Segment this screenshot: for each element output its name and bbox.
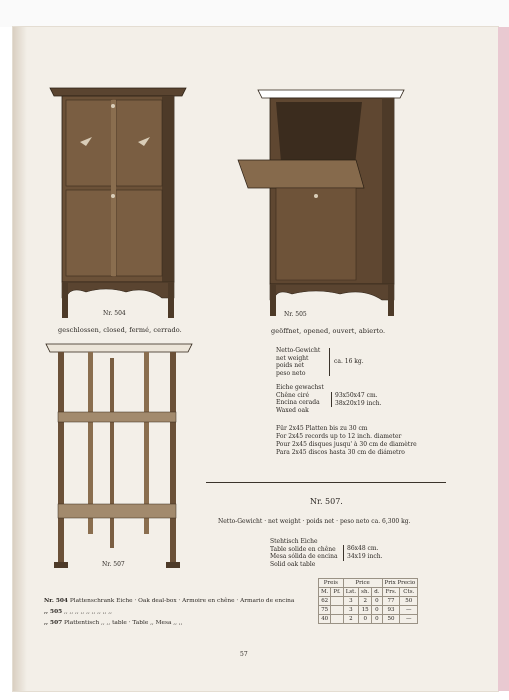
material-value: 93x50x47 cm. [335, 392, 378, 399]
price-sub-header: Lst. [343, 588, 358, 597]
table-507-illustration [44, 338, 196, 578]
price-cell: 3 [343, 597, 358, 606]
caption-505: geöffnet, opened, ouvert, abierto. [271, 327, 386, 335]
weight-line: peso neto [276, 369, 306, 377]
table-desc-line: Stehtisch Eiche [270, 538, 318, 545]
price-group-header: Price [343, 579, 382, 588]
price-cell: 93 [382, 606, 400, 615]
material-values [335, 392, 382, 407]
section-507-title: Nr. 507. [310, 497, 343, 506]
table-desc-line: Mesa sólida de encina [270, 553, 338, 560]
table-desc-line: Solid oak table [270, 560, 316, 568]
price-row-nr: Nr. 504 [44, 598, 68, 604]
cabinet-505-illustration [236, 84, 411, 324]
capacity-line: Pour 2x45 disques jusqu' à 30 cm de diamètre [276, 441, 417, 448]
material-lines [276, 384, 324, 414]
price-cell: 40 [319, 615, 331, 624]
price-table [318, 578, 418, 624]
price-cell: 50 [400, 597, 418, 606]
scan-right-margin [498, 27, 509, 691]
price-cell [331, 597, 343, 606]
price-row-nr: ,, 507 [44, 620, 63, 626]
table-row [319, 615, 418, 624]
capacity-line: Para 2x45 discos hasta 30 cm de diámetro [276, 449, 405, 456]
price-sub-header: d. [372, 588, 382, 597]
capacity-lines [276, 425, 417, 457]
price-cell: 0 [372, 606, 382, 615]
brace-line [329, 348, 330, 376]
cabinet-504-illustration [46, 82, 196, 322]
price-sub-header: Frs. [382, 588, 400, 597]
label-nr-504: Nr. 504 [103, 310, 126, 317]
price-cell: 15 [359, 606, 372, 615]
table-dim-value: 86x48 cm. [347, 545, 379, 552]
price-row-label [44, 620, 182, 626]
scan-top-margin [0, 0, 509, 27]
price-cell [331, 615, 343, 624]
price-row-nr: ,, 505 [44, 609, 63, 615]
material-value: 38x20x19 inch. [335, 399, 382, 407]
price-cell: 75 [319, 606, 331, 615]
capacity-line: For 2x45 records up to 12 inch. diameter [276, 433, 402, 440]
price-cell: — [400, 615, 418, 624]
price-cell: 50 [382, 615, 400, 624]
price-group-header-row [319, 579, 418, 588]
section-divider [206, 482, 446, 483]
material-line: Eiche gewachst [276, 384, 324, 391]
section-507-weight: Netto-Gewicht · net weight · poids net · peso neto ca. 6,300 kg. [218, 518, 411, 525]
capacity-line: Für 2x45 Platten bis zu 30 cm [276, 425, 368, 432]
brace-line [331, 392, 332, 407]
price-sub-header: Pf. [331, 588, 343, 597]
price-cell: 77 [382, 597, 400, 606]
price-cell [331, 606, 343, 615]
price-group-header: Preis [319, 579, 344, 588]
price-sub-header-row [319, 588, 418, 597]
price-sub-header: Cts. [400, 588, 418, 597]
price-cell: 3 [343, 606, 358, 615]
price-cell: 0 [372, 597, 382, 606]
label-nr-507: Nr. 507 [102, 561, 125, 568]
table-row [319, 606, 418, 615]
price-row-label [44, 609, 112, 615]
page-spine-shadow [13, 27, 27, 691]
price-group-header: Prix Precio [382, 579, 418, 588]
material-line: Chêne ciré [276, 391, 310, 399]
brace-line [343, 545, 344, 561]
weight-line: net weight [276, 354, 309, 362]
label-nr-505: Nr. 505 [284, 311, 307, 318]
weight-value: ca. 16 kg. [334, 358, 364, 365]
caption-504: geschlossen, closed, fermé, cerrado. [58, 326, 182, 334]
price-cell: 0 [359, 615, 372, 624]
price-row-label [44, 598, 294, 604]
material-line: Encina cerada [276, 399, 320, 406]
price-sub-header: sh. [359, 588, 372, 597]
weight-line: Netto-Gewicht [276, 347, 321, 354]
section-507-values [347, 545, 382, 560]
price-sub-header: M. [319, 588, 331, 597]
price-cell: 62 [319, 597, 331, 606]
price-row-text: Plattenschrank Eiche · Oak deal-box · Armoire en chêne · Armario de encina [69, 598, 295, 604]
price-cell: 0 [372, 615, 382, 624]
table-dim-value: 34x19 inch. [347, 552, 383, 560]
weight-lines [276, 347, 320, 377]
weight-line: poids net [276, 362, 305, 369]
price-cell: 2 [359, 597, 372, 606]
price-cell: — [400, 606, 418, 615]
price-cell: 2 [343, 615, 358, 624]
price-row-text: Plattentisch ,, ,, table · Table ,, Mesa ,, ,, [64, 620, 183, 626]
material-line: Waxed oak [276, 406, 309, 414]
table-desc-line: Table solide en chêne [270, 545, 336, 553]
page-number: 57 [240, 651, 248, 658]
table-row [319, 597, 418, 606]
section-507-lines [270, 538, 338, 568]
price-row-text: ,, ,, ,, ,, ,, ,, ,, ,, ,, [64, 609, 112, 615]
